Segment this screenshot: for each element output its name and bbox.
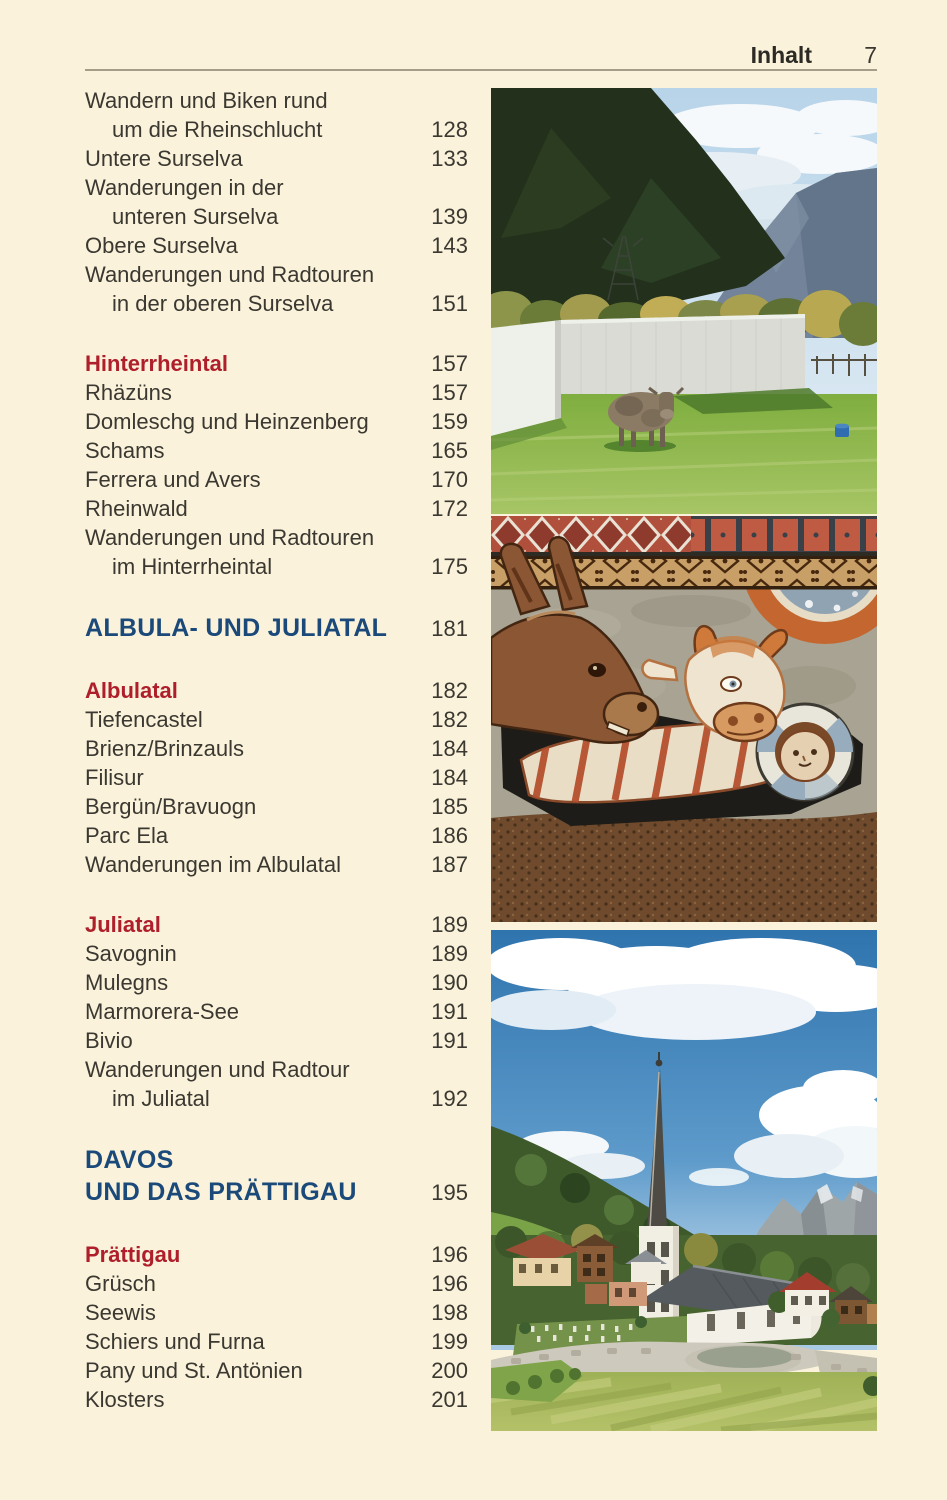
toc-row: [85, 1055, 468, 1084]
toc-section-row: [85, 1240, 468, 1269]
toc-chapter-label: ALBULA- UND JULIATAL: [85, 614, 388, 642]
toc-label: Ferrera und Avers: [85, 467, 261, 492]
toc-page-ref: 139: [431, 204, 468, 229]
toc-label: Parc Ela: [85, 823, 169, 848]
toc-page-ref: 185: [431, 794, 468, 819]
toc-row: [85, 1356, 468, 1385]
blue-bucket: [835, 424, 849, 437]
toc-label: Savognin: [85, 941, 177, 966]
page-number: 7: [864, 42, 877, 68]
toc-row: [85, 523, 468, 552]
toc-page-ref: 191: [431, 999, 468, 1024]
toc-section-label: Juliatal: [85, 912, 161, 937]
nativity-fresco-illustration: [491, 516, 877, 922]
toc-page-ref: 157: [431, 380, 468, 405]
toc-page-ref: 192: [431, 1086, 468, 1111]
alpine-village-church-photo: [491, 930, 877, 1431]
toc-page-ref: 157: [431, 351, 468, 376]
toc-label: Pany und St. Antönien: [85, 1358, 303, 1383]
toc-label: Wanderungen und Radtour: [85, 1057, 350, 1082]
baby-head: [775, 722, 835, 782]
toc-label: Wanderungen und Radtouren: [85, 262, 375, 287]
toc-page-ref: 143: [431, 233, 468, 258]
toc-row: [85, 821, 468, 850]
alpine-village-illustration: [491, 930, 877, 1431]
toc-row: [85, 173, 468, 202]
frieze-border: [491, 556, 877, 590]
toc-row: [85, 465, 468, 494]
toc-page-ref: 181: [431, 616, 468, 641]
toc-label: Wandern und Biken rund: [85, 88, 328, 113]
toc-page-ref: 200: [431, 1358, 468, 1383]
toc-page-ref: 184: [431, 765, 468, 790]
toc-page-ref: 186: [431, 823, 468, 848]
toc-row: [85, 997, 468, 1026]
toc-page-ref: 159: [431, 409, 468, 434]
toc-page-ref: 195: [431, 1180, 468, 1205]
toc-label: Wanderungen im Albulatal: [85, 852, 342, 877]
toc-row: [85, 939, 468, 968]
toc-row: [85, 552, 468, 581]
romanesque-nativity-fresco-photo: [491, 516, 877, 922]
toc-label: um die Rheinschlucht: [112, 117, 323, 142]
toc-label: Marmorera-See: [85, 999, 240, 1024]
toc-row: [85, 1298, 468, 1327]
toc-label: Mulegns: [85, 970, 169, 995]
toc-row: [85, 792, 468, 821]
cow-meadow-concrete-wall-photo: [491, 88, 877, 514]
toc-label: Wanderungen in der: [85, 175, 284, 200]
toc-label: Klosters: [85, 1387, 165, 1412]
toc-label: Bergün/Bravuogn: [85, 794, 257, 819]
toc-row: [85, 850, 468, 879]
toc-section-label: Albulatal: [85, 678, 178, 703]
toc-chapter-label: UND DAS PRÄTTIGAU: [85, 1178, 357, 1206]
toc-page-ref: 190: [431, 970, 468, 995]
toc-page-ref: 165: [431, 438, 468, 463]
toc-label: Untere Surselva: [85, 146, 243, 171]
toc-page-ref: 175: [431, 554, 468, 579]
toc-label: in der oberen Surselva: [112, 291, 334, 316]
toc-section-label: Hinterrheintal: [85, 351, 229, 376]
toc-page-ref: 198: [431, 1300, 468, 1325]
toc-chapter-row: [85, 1176, 468, 1209]
toc-page-ref: 182: [431, 707, 468, 732]
toc-row: [85, 1084, 468, 1113]
toc-section-row: [85, 349, 468, 378]
toc-row: [85, 705, 468, 734]
toc-row: [85, 763, 468, 792]
fresco-ground: [491, 812, 877, 922]
toc-row: [85, 1327, 468, 1356]
toc-chapter-row: [85, 1144, 468, 1176]
toc-row: [85, 436, 468, 465]
toc-label: Grüsch: [85, 1271, 156, 1296]
toc-row: [85, 115, 468, 144]
toc-row: [85, 1385, 468, 1414]
toc-label: Brienz/Brinzauls: [85, 736, 244, 761]
toc-chapter-row: [85, 612, 468, 645]
cow-meadow-illustration: [491, 88, 877, 514]
page-header-title: Inhalt: [750, 42, 812, 68]
toc-row: [85, 86, 468, 115]
wall-left-wing: [491, 320, 567, 450]
toc-label: Schams: [85, 438, 165, 463]
toc-row: [85, 968, 468, 997]
toc-page-ref: 191: [431, 1028, 468, 1053]
header-rule: [85, 69, 877, 71]
toc-label: Domleschg und Heinzenberg: [85, 409, 369, 434]
toc-row: [85, 260, 468, 289]
toc-page-ref: 172: [431, 496, 468, 521]
toc-page-ref: 184: [431, 736, 468, 761]
toc-section-row: [85, 910, 468, 939]
toc-section-row: [85, 676, 468, 705]
toc-page-ref: 189: [431, 912, 468, 937]
toc-label: Wanderungen und Radtouren: [85, 525, 375, 550]
toc-page-ref: 170: [431, 467, 468, 492]
toc-page-ref: 128: [431, 117, 468, 142]
toc-label: Rheinwald: [85, 496, 188, 521]
toc-label: Rhäzüns: [85, 380, 172, 405]
toc-page-ref: 196: [431, 1242, 468, 1267]
toc-page-ref: 182: [431, 678, 468, 703]
toc-row: [85, 734, 468, 763]
toc-label: im Juliatal: [112, 1086, 210, 1111]
toc-page-ref: 133: [431, 146, 468, 171]
toc-row: [85, 1026, 468, 1055]
toc-label: Schiers und Furna: [85, 1329, 265, 1354]
toc-label: Tiefencastel: [85, 707, 203, 732]
toc-page-ref: 187: [431, 852, 468, 877]
toc-row: [85, 378, 468, 407]
toc-label: unteren Surselva: [112, 204, 279, 229]
toc-row: [85, 1269, 468, 1298]
toc-row: [85, 494, 468, 523]
table-of-contents: [85, 86, 468, 1414]
toc-page-ref: 201: [431, 1387, 468, 1412]
toc-row: [85, 202, 468, 231]
toc-page-ref: 199: [431, 1329, 468, 1354]
toc-page-ref: 196: [431, 1271, 468, 1296]
toc-label: Bivio: [85, 1028, 133, 1053]
toc-page-ref: 151: [431, 291, 468, 316]
toc-row: [85, 407, 468, 436]
toc-row: [85, 144, 468, 173]
toc-chapter-label: DAVOS: [85, 1146, 174, 1174]
toc-label: Filisur: [85, 765, 144, 790]
toc-row: [85, 289, 468, 318]
toc-row: [85, 231, 468, 260]
toc-label: Obere Surselva: [85, 233, 238, 258]
toc-page-ref: 189: [431, 941, 468, 966]
toc-label: im Hinterrheintal: [112, 554, 273, 579]
toc-section-label: Prättigau: [85, 1242, 181, 1267]
toc-label: Seewis: [85, 1300, 156, 1325]
